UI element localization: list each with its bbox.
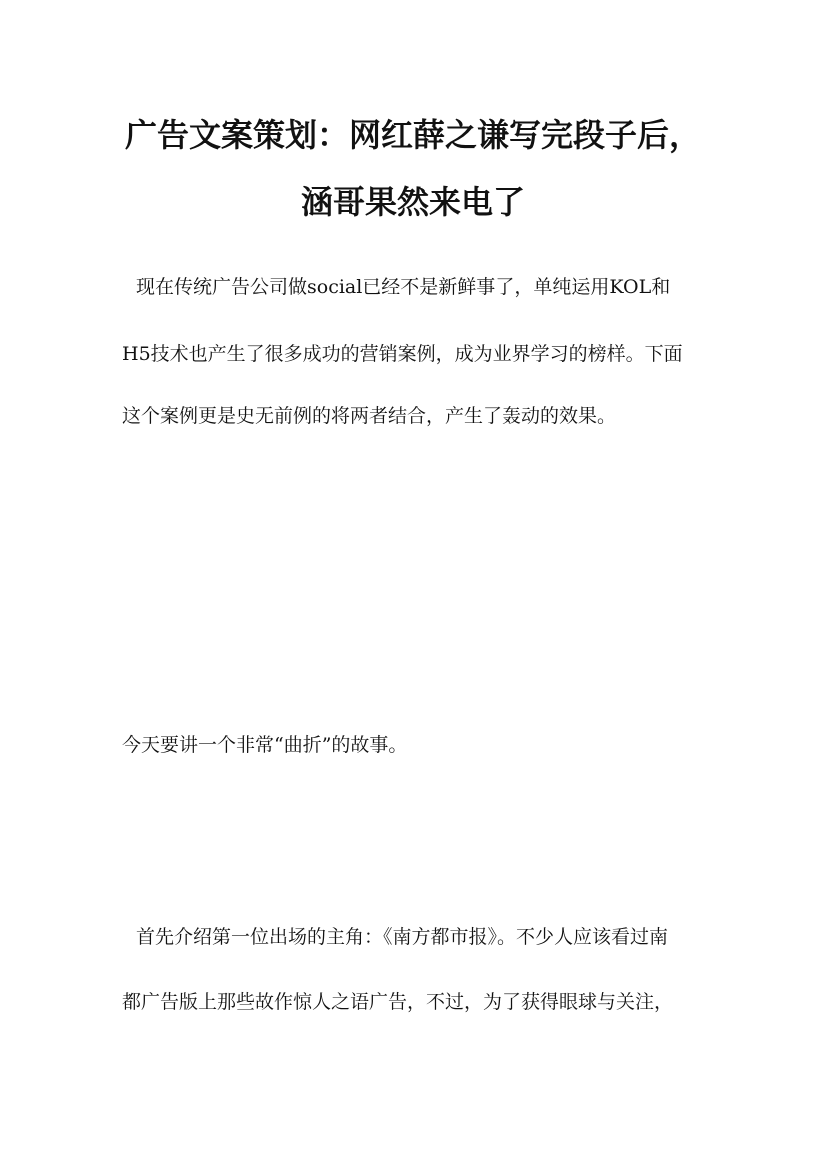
paragraph-2-line-1: 今天要讲一个非常“曲折”的故事。 <box>122 734 408 756</box>
document-title-line-1: 广告文案策划：网红薛之谦写完段子后， <box>124 116 701 154</box>
paragraph-3-line-2: 都广告版上那些故作惊人之语广告，不过，为了获得眼球与关注， <box>122 991 674 1013</box>
paragraph-1-line-3: 这个案例更是史无前例的将两者结合，产生了轰动的效果。 <box>122 405 617 427</box>
paragraph-1-line-1: 现在传统广告公司做social已经不是新鲜事了，单纯运用KOL和 <box>136 276 671 298</box>
paragraph-1-line-2: H5技术也产生了很多成功的营销案例，成为业界学习的榜样。下面 <box>122 343 683 365</box>
document-title-line-2: 涵哥果然来电了 <box>300 183 525 221</box>
paragraph-3-line-1: 首先介绍第一位出场的主角：《南方都市报》。不少人应该看过南 <box>136 926 669 948</box>
